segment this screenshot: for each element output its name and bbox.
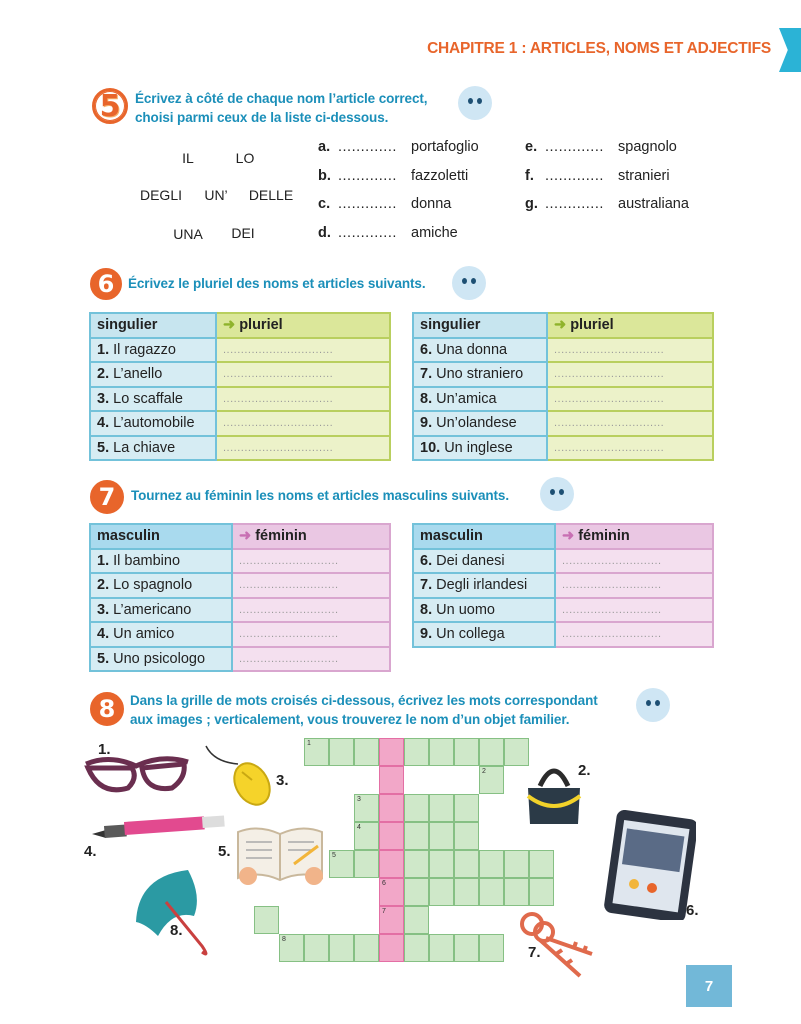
article-bubble-delle: DELLE — [248, 187, 294, 203]
feminine-table-right — [412, 523, 714, 648]
crossword-cell[interactable] — [329, 738, 354, 766]
clue-label-6: 6. — [686, 902, 699, 919]
arrow-right-icon: ➜ — [562, 528, 575, 545]
crossword-clue-number: 6 — [382, 880, 386, 887]
answer-blank[interactable]: ............................ — [555, 622, 713, 647]
crossword-cell-vertical[interactable] — [379, 822, 404, 850]
pen-icon — [92, 812, 228, 842]
list-item: a. ............. portafoglio — [318, 139, 479, 155]
smiley-face-icon — [636, 688, 670, 722]
answer-blank[interactable]: ............................... — [547, 411, 713, 436]
answer-blank[interactable]: ............................... — [216, 338, 390, 363]
crossword-cell[interactable] — [454, 794, 479, 822]
crossword-cell-vertical[interactable] — [379, 878, 404, 906]
answer-blank[interactable]: ............................ — [232, 573, 390, 598]
answer-blank[interactable]: ............................... — [216, 387, 390, 412]
clue-label-1: 1. — [98, 741, 111, 758]
computer-mouse-icon — [202, 744, 276, 808]
clue-label-7: 7. — [528, 944, 541, 961]
clue-label-5: 5. — [218, 843, 231, 860]
crossword-cell[interactable] — [529, 878, 554, 906]
clue-label-8: 8. — [170, 922, 183, 939]
crossword-cell[interactable] — [429, 794, 454, 822]
crossword-cell[interactable] — [454, 850, 479, 878]
exercise-5-instruction-line-2: choisi parmi ceux de la liste ci-dessous. — [135, 110, 389, 125]
exercise-5-instruction — [135, 89, 427, 127]
article-bubble-una: UNA — [173, 226, 203, 242]
list-item: f. ............. stranieri — [525, 167, 670, 184]
table-header-row — [413, 313, 713, 338]
exercise-8-instruction-line-1: Dans la grille de mots croisés ci-dessous, écrivez les mots correspondant — [130, 693, 598, 708]
answer-blank[interactable]: ............................... — [547, 338, 713, 363]
exercise-5-number: 5 — [92, 88, 128, 124]
crossword-cell[interactable] — [404, 878, 429, 906]
smiley-face-icon — [452, 266, 486, 300]
answer-blank[interactable]: ............................ — [232, 598, 390, 623]
exercise-6-instruction: Écrivez le pluriel des noms et articles suivants. — [128, 276, 426, 291]
list-item: b. ............. fazzoletti — [318, 167, 469, 184]
article-bubble-dei: DEI — [231, 225, 255, 241]
crossword-cell[interactable] — [354, 738, 379, 766]
column-header-masculine: masculin — [413, 524, 555, 549]
crossword-cell[interactable] — [329, 934, 354, 962]
chapter-marker — [779, 28, 801, 72]
column-header-plural: ➜ pluriel — [547, 313, 713, 338]
table-row: 5. La chiave ............................... — [90, 436, 390, 461]
crossword-cell[interactable] — [504, 878, 529, 906]
crossword-cell[interactable] — [304, 738, 329, 766]
table-header-row — [90, 524, 390, 549]
crossword-cell-vertical[interactable] — [379, 794, 404, 822]
exercise-5-instruction-line-1: Écrivez à côté de chaque nom l’article correct, — [135, 91, 428, 106]
page-number: 7 — [686, 965, 732, 1007]
table-row: 5. Uno psicologo ............................ — [90, 647, 390, 672]
crossword-cell[interactable] — [429, 850, 454, 878]
table-row: 2. Lo spagnolo ............................ — [90, 573, 390, 598]
column-header-feminine: ➜ féminin — [232, 524, 390, 549]
plural-table-left — [89, 312, 391, 461]
column-header-singular: singulier — [413, 313, 547, 338]
answer-blank[interactable]: ............................... — [547, 362, 713, 387]
arrow-right-icon: ➜ — [554, 317, 567, 334]
answer-blank[interactable]: ............................ — [555, 573, 713, 598]
exercise-5-list-left — [318, 133, 479, 247]
table-row: 9. Un collega ............................ — [413, 622, 713, 647]
clue-label-3: 3. — [276, 772, 289, 789]
feminine-table-left — [89, 523, 391, 672]
table-row: 6. Una donna ............................... — [413, 338, 713, 363]
table-header-row — [90, 313, 390, 338]
smiley-face-icon — [540, 477, 574, 511]
crossword-cell-vertical[interactable] — [379, 850, 404, 878]
article-bubble-un-apostrophe: UN’ — [204, 187, 228, 203]
table-row: 7. Uno straniero ............................... — [413, 362, 713, 387]
crossword-clue-number: 2 — [482, 768, 486, 775]
exercise-8-instruction — [130, 691, 598, 729]
list-item: c. ............. donna — [318, 196, 452, 212]
answer-blank[interactable]: ............................ — [555, 549, 713, 574]
crossword-cell[interactable] — [304, 934, 329, 962]
list-item: e. ............. spagnolo — [525, 139, 677, 155]
crossword-cell[interactable] — [479, 934, 504, 962]
chapter-title: CHAPITRE 1 : ARTICLES, NOMS ET ADJECTIFS — [427, 40, 771, 57]
crossword-cell[interactable] — [429, 878, 454, 906]
list-item: g. ............. australiana — [525, 196, 689, 212]
answer-blank[interactable]: ............................... — [216, 362, 390, 387]
crossword-cell[interactable] — [404, 906, 429, 934]
crossword-cell[interactable] — [454, 738, 479, 766]
crossword-cell[interactable] — [254, 906, 279, 934]
glasses-icon — [80, 748, 192, 802]
arrow-right-icon: ➜ — [239, 528, 252, 545]
answer-blank[interactable]: ............................... — [547, 436, 713, 461]
crossword-cell[interactable] — [404, 822, 429, 850]
table-row: 8. Un uomo ............................ — [413, 598, 713, 623]
exercise-7-number: 7 — [90, 480, 124, 514]
crossword-cell[interactable] — [404, 934, 429, 962]
crossword-cell[interactable] — [354, 794, 379, 822]
table-row: 9. Un’olandese ............................... — [413, 411, 713, 436]
exercise-5-list-right — [525, 133, 689, 219]
exercise-8-number: 8 — [90, 692, 124, 726]
answer-blank[interactable]: ............................... — [547, 387, 713, 412]
table-row: 1. Il bambino ............................ — [90, 549, 390, 574]
tablet-icon — [600, 810, 696, 920]
table-row: 6. Dei danesi ............................ — [413, 549, 713, 574]
crossword-cell[interactable] — [429, 738, 454, 766]
crossword-cell[interactable] — [279, 934, 304, 962]
clue-label-2: 2. — [578, 762, 591, 779]
crossword-clue-number: 7 — [382, 908, 386, 915]
crossword-cell[interactable] — [404, 850, 429, 878]
crossword-cell-vertical[interactable] — [379, 934, 404, 962]
table-row: 8. Un’amica ............................... — [413, 387, 713, 412]
crossword-cell[interactable] — [454, 822, 479, 850]
crossword-cell[interactable] — [354, 822, 379, 850]
table-row: 1. Il ragazzo ............................... — [90, 338, 390, 363]
plural-table-right — [412, 312, 714, 461]
crossword-cell[interactable] — [504, 850, 529, 878]
crossword-cell[interactable] — [479, 766, 504, 794]
clue-label-4: 4. — [84, 843, 97, 860]
table-row: 4. Un amico ............................ — [90, 622, 390, 647]
crossword-cell-vertical[interactable] — [379, 906, 404, 934]
exercise-7-instruction: Tournez au féminin les noms et articles masculins suivants. — [131, 488, 509, 503]
answer-blank[interactable]: ............................... — [216, 436, 390, 461]
crossword-clue-number: 3 — [357, 796, 361, 803]
table-row: 2. L’anello ............................... — [90, 362, 390, 387]
list-item: d. ............. amiche — [318, 224, 458, 241]
column-header-masculine: masculin — [90, 524, 232, 549]
crossword-clue-number: 4 — [357, 824, 361, 831]
answer-blank[interactable]: ............................ — [232, 647, 390, 672]
crossword-clue-number: 1 — [307, 740, 311, 747]
crossword-clue-number: 5 — [332, 852, 336, 859]
answer-blank[interactable]: ............................... — [216, 411, 390, 436]
crossword-cell[interactable] — [529, 850, 554, 878]
answer-blank[interactable]: ............................ — [232, 622, 390, 647]
handbag-icon — [522, 760, 586, 830]
exercise-6-number: 6 — [90, 268, 122, 300]
crossword-cell[interactable] — [404, 794, 429, 822]
answer-blank[interactable]: ............................ — [232, 549, 390, 574]
crossword-cell[interactable] — [329, 850, 354, 878]
open-book-icon — [234, 824, 326, 888]
table-header-row — [413, 524, 713, 549]
article-bubble-degli: DEGLI — [139, 187, 182, 203]
table-row: 7. Degli irlandesi ............................ — [413, 573, 713, 598]
crossword-cell-vertical[interactable] — [379, 766, 404, 794]
article-bubble-il: IL — [182, 150, 194, 166]
article-bubble-lo: LO — [235, 150, 255, 166]
crossword-clue-number: 8 — [282, 936, 286, 943]
crossword-cell-vertical[interactable] — [379, 738, 404, 766]
table-row: 4. L’automobile ............................... — [90, 411, 390, 436]
crossword-cell[interactable] — [479, 738, 504, 766]
crossword-cell[interactable] — [454, 878, 479, 906]
table-row: 3. Lo scaffale ............................... — [90, 387, 390, 412]
crossword-cell[interactable] — [479, 850, 504, 878]
crossword-cell[interactable] — [404, 738, 429, 766]
crossword-cell[interactable] — [454, 934, 479, 962]
crossword-cell[interactable] — [429, 822, 454, 850]
crossword-cell[interactable] — [354, 850, 379, 878]
smiley-face-icon — [458, 86, 492, 120]
crossword-cell[interactable] — [354, 934, 379, 962]
column-header-feminine: ➜ féminin — [555, 524, 713, 549]
table-row: 10. Un inglese ............................... — [413, 436, 713, 461]
table-row: 3. L’americano ............................ — [90, 598, 390, 623]
answer-blank[interactable]: ............................ — [555, 598, 713, 623]
arrow-right-icon: ➜ — [223, 317, 236, 334]
column-header-singular: singulier — [90, 313, 216, 338]
column-header-plural: ➜ pluriel — [216, 313, 390, 338]
crossword-cell[interactable] — [479, 878, 504, 906]
exercise-8-instruction-line-2: aux images ; verticalement, vous trouverez le nom d’un objet familier. — [130, 712, 570, 727]
crossword-cell[interactable] — [429, 934, 454, 962]
umbrella-icon — [132, 866, 216, 962]
